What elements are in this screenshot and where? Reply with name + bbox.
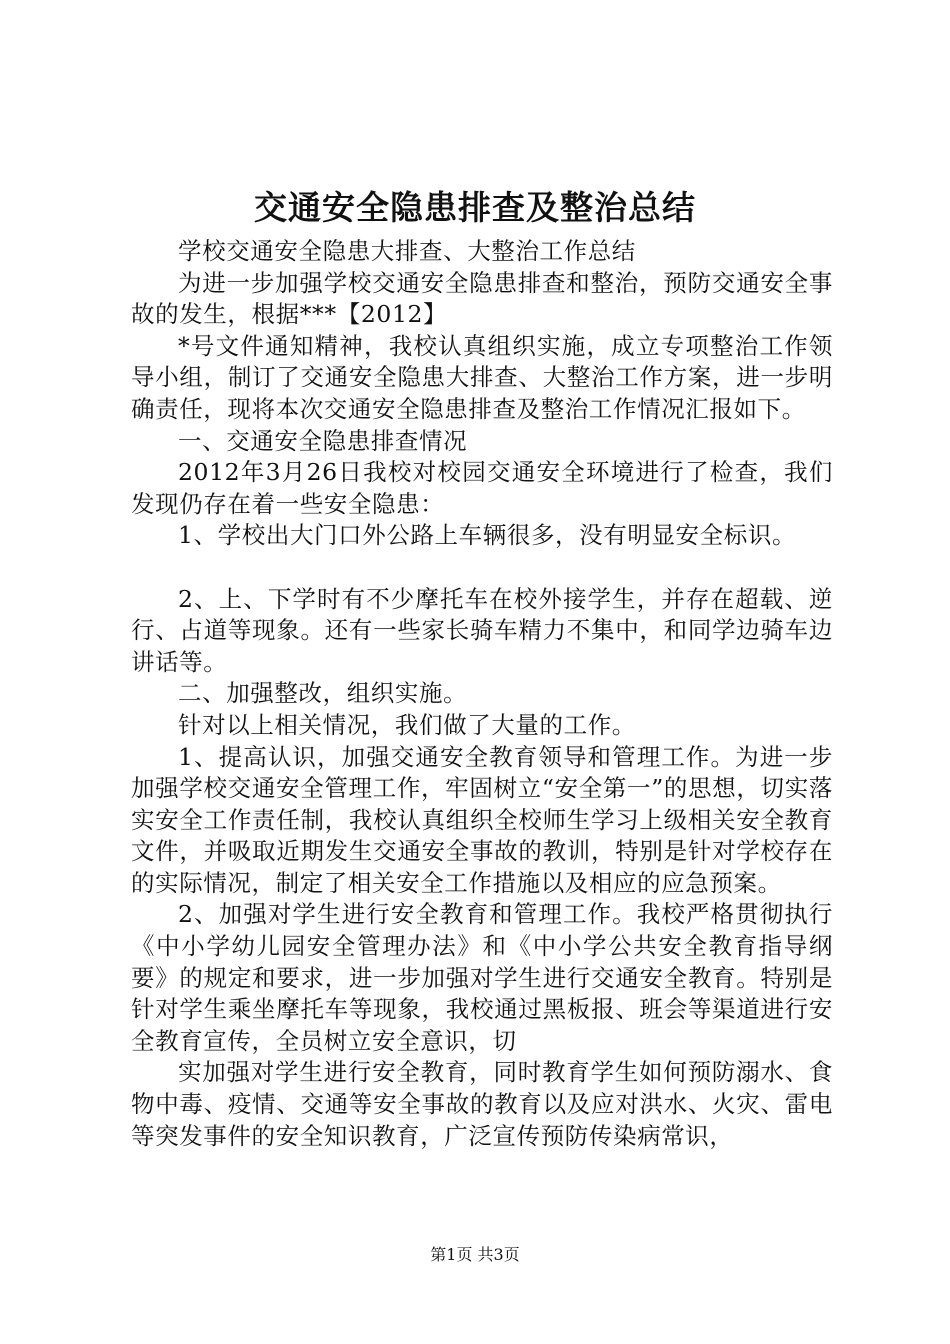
- list-item-measure-2: 2、加强对学生进行安全教育和管理工作。我校严格贯彻执行《中小学幼儿园安全管理办法》和《中小学公共安全教育指导纲要》的规定和要求，进一步加强对学生进行交通安全教育。特别是针对学生乘坐摩托车等现象，我校通过黑板报、班会等渠道进行安全教育宣传，全员树立安全意识，切: [131, 900, 833, 1055]
- list-item-hazard-2: 2、上、下学时有不少摩托车在校外接学生，并存在超载、逆行、占道等现象。还有一些家长骑车精力不集中，和同学边骑车边讲话等。: [131, 584, 833, 676]
- section-heading-rectification: 二、加强整改，组织实施。: [178, 679, 468, 708]
- paragraph-intro-continued: *号文件通知精神，我校认真组织实施，成立专项整治工作领导小组，制订了交通安全隐患大排查、大整治工作方案，进一步明确责任，现将本次交通安全隐患排查及整治工作情况汇报如下。: [131, 331, 833, 423]
- paragraph-inspection-date: 2012年3月26日我校对校园交通安全环境进行了检查，我们发现仍存在着一些安全隐患：: [131, 458, 833, 518]
- section-heading-inspection: 一、交通安全隐患排查情况: [178, 426, 468, 455]
- paragraph-measures-intro: 针对以上相关情况，我们做了大量的工作。: [178, 710, 636, 739]
- paragraph-intro: 为进一步加强学校交通安全隐患排查和整治，预防交通安全事故的发生，根据***【2012】: [131, 268, 833, 329]
- list-item-measure-1: 1、提高认识，加强交通安全教育领导和管理工作。为进一步加强学校交通安全管理工作，牢固树立“安全第一”的思想，切实落实安全工作责任制，我校认真组织全校师生学习上级相关安全教育文件，并吸取近期发生交通安全事故的教训，特别是针对学校存在的实际情况，制定了相关安全工作措施以及相应的应急预案。: [131, 742, 833, 897]
- paragraph-subtitle: 学校交通安全隐患大排查、大整治工作总结: [178, 237, 636, 265]
- document-title: 交通安全隐患排查及整治总结: [254, 188, 696, 227]
- document-body: [131, 236, 833, 1152]
- paragraph-measure-2-continued: 实加强对学生进行安全教育，同时教育学生如何预防溺水、食物中毒、疫情、交通等安全事故的教育以及应对洪水、火灾、雷电等突发事件的安全知识教育，广泛宣传预防传染病常识，: [131, 1058, 833, 1150]
- page-number-footer: 第1页 共3页: [430, 1245, 520, 1264]
- list-item-hazard-1: 1、学校出大门口外公路上车辆很多，没有明显安全标识。: [178, 521, 797, 550]
